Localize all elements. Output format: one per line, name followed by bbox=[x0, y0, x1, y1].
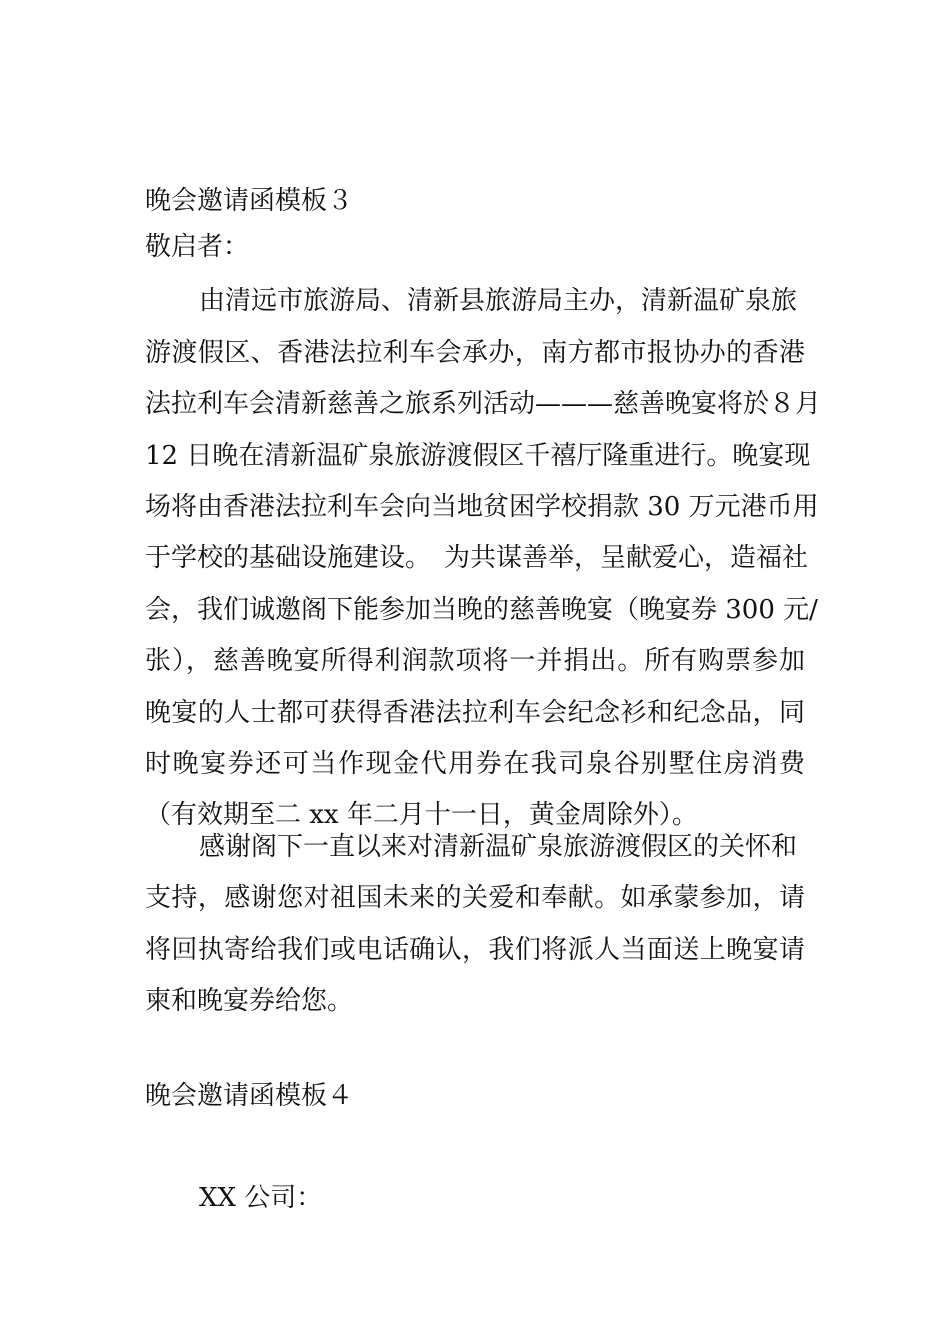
paragraph-1-line-9: 晚宴的人士都可获得香港法拉利车会纪念衫和纪念品，同 bbox=[145, 698, 805, 728]
section-3-salutation: 敬启者： bbox=[145, 232, 250, 262]
paragraph-1-line-4: 12 日晚在清新温矿泉旅游渡假区千禧厅隆重进行。晚宴现 bbox=[145, 441, 811, 471]
paragraph-1-line-11: （有效期至二 xx 年二月十一日，黄金周除外）。 bbox=[145, 800, 698, 830]
paragraph-1-line-3: 法拉利车会清新慈善之旅系列活动———慈善晚宴将於８月 bbox=[145, 389, 822, 419]
paragraph-1-line-5: 场将由香港法拉利车会向当地贫困学校捐款 30 万元港币用 bbox=[145, 492, 819, 522]
paragraph-2-line-1: 感谢阁下一直以来对清新温矿泉旅游渡假区的关怀和 bbox=[199, 832, 798, 862]
paragraph-1-line-7: 会，我们诚邀阁下能参加当晚的慈善晚宴（晚宴券 300 元/ bbox=[145, 595, 818, 625]
paragraph-1-line-8: 张），慈善晚宴所得利润款项将一并捐出。所有购票参加 bbox=[145, 646, 805, 676]
paragraph-1-line-6: 于学校的基础设施建设。 为共谋善举，呈献爱心，造福社 bbox=[145, 543, 809, 573]
paragraph-1-line-10: 时晚宴券还可当作现金代用券在我司泉谷别墅住房消费 bbox=[145, 749, 805, 779]
paragraph-1-line-1: 由清远市旅游局、清新县旅游局主办，清新温矿泉旅 bbox=[199, 286, 798, 316]
paragraph-2-line-2: 支持，感谢您对祖国未来的关爱和奉献。如承蒙参加，请 bbox=[145, 883, 805, 913]
section-4-salutation: XX 公司： bbox=[199, 1183, 323, 1213]
paragraph-2-line-4: 柬和晚宴券给您。 bbox=[145, 986, 354, 1016]
paragraph-1-line-2: 游渡假区、香港法拉利车会承办，南方都市报协办的香港 bbox=[145, 338, 805, 368]
paragraph-2-line-3: 将回执寄给我们或电话确认，我们将派人当面送上晚宴请 bbox=[145, 935, 805, 965]
section-3-title: 晚会邀请函模板３ bbox=[145, 186, 354, 216]
section-4-title: 晚会邀请函模板４ bbox=[145, 1081, 354, 1111]
